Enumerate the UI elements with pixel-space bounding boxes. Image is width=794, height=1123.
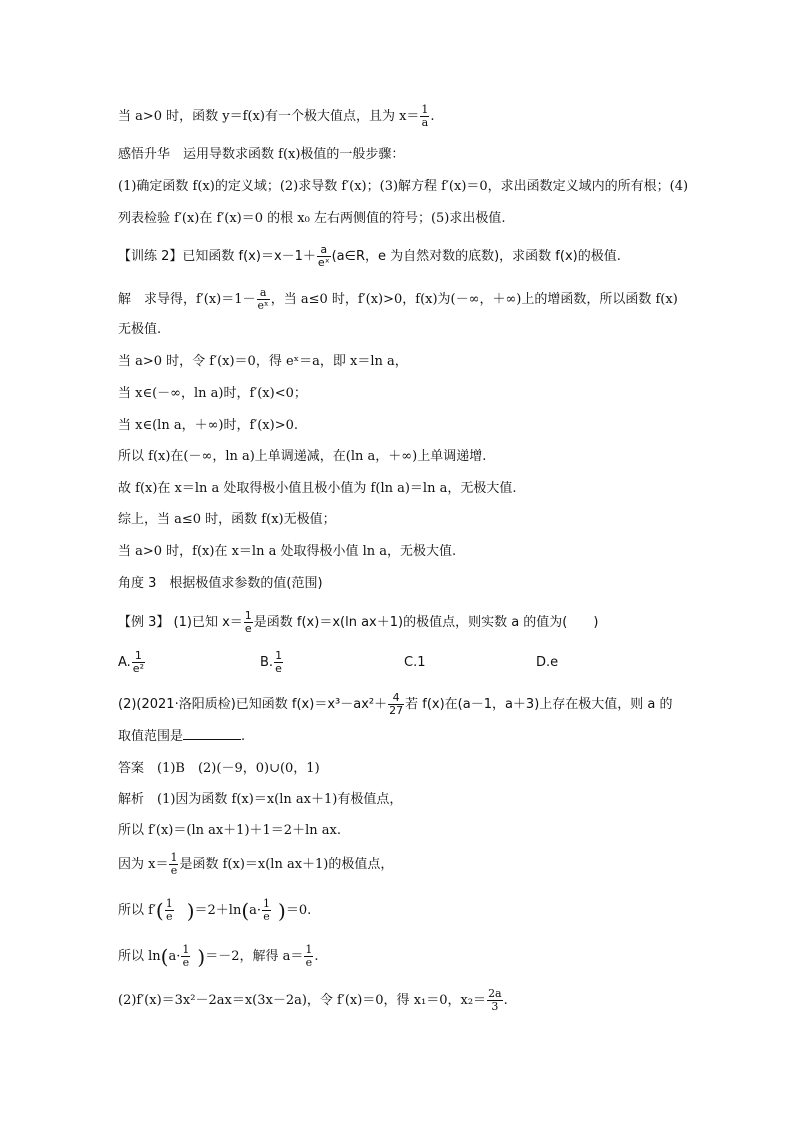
text: (2)(2021·洛阳质检)已知函数 f(x)＝x³－ax²＋ xyxy=(118,697,388,712)
text-line xyxy=(118,898,311,923)
text: . xyxy=(241,729,246,744)
paren: ( xyxy=(241,898,250,923)
numerator: 1 xyxy=(132,650,145,663)
text: a· xyxy=(168,949,181,964)
paren: ( xyxy=(160,944,169,969)
text-line: 当 a>0 时，令 f′(x)＝0，得 eˣ＝a，即 x＝ln a， xyxy=(118,354,408,369)
fraction xyxy=(257,287,270,312)
text: ＝－2，解得 a＝ xyxy=(205,949,304,964)
fraction xyxy=(165,898,174,923)
fraction xyxy=(274,650,283,675)
denominator: e xyxy=(170,864,178,877)
text: ＝2＋ln xyxy=(194,903,242,918)
option-d: D.e xyxy=(536,655,559,670)
text-line: 综上，当 a≤0 时，函数 f(x)无极值； xyxy=(118,512,336,527)
text: 是函数 f(x)＝x(ln ax＋1)的极值点， xyxy=(179,857,394,872)
text-line xyxy=(118,287,678,312)
section-heading: 角度 3 根据极值求参数的值(范围) xyxy=(118,576,323,591)
fraction xyxy=(181,944,190,969)
option-label: A. xyxy=(118,655,131,670)
answer-line: 答案 (1)B (2)(－9，0)∪(0，1) xyxy=(118,761,320,776)
text: 【训练 2】已知函数 f(x)＝x－1＋ xyxy=(118,249,316,264)
text: . xyxy=(314,949,319,964)
fraction xyxy=(132,650,145,675)
denominator: 27 xyxy=(389,704,404,717)
fraction xyxy=(420,104,429,129)
option-a xyxy=(118,650,146,675)
text: ＝0. xyxy=(285,903,312,918)
denominator: e xyxy=(165,910,173,923)
option-c: C.1 xyxy=(404,655,426,670)
text-line: 无极值. xyxy=(118,322,162,337)
denominator: a xyxy=(421,116,429,129)
text: ，当 a≤0 时，f′(x)>0，f(x)为(－∞，＋∞)上的增函数，所以函数 f(x) xyxy=(270,292,678,307)
text-line: 当 a>0 时，f(x)在 x＝ln a 处取得极小值 ln a，无极大值. xyxy=(118,544,457,559)
example-title xyxy=(118,610,598,635)
options-row xyxy=(118,650,678,674)
numerator: a xyxy=(317,244,331,257)
section-heading: 感悟升华 运用导数求函数 f(x)极值的一般步骤： xyxy=(118,147,405,162)
numerator: 1 xyxy=(275,649,283,662)
paren: ) xyxy=(186,898,195,923)
numerator: 1 xyxy=(244,609,252,622)
text: 当 a>0 时，函数 y＝f(x)有一个极大值点，且为 x＝ xyxy=(118,109,420,124)
text-line xyxy=(118,852,393,877)
numerator: 1 xyxy=(263,897,271,910)
text-line: (1)确定函数 f(x)的定义域；(2)求导数 f′(x)；(3)解方程 f′(x)＝0，求出函数定义域内的所有根；(4) xyxy=(118,179,689,194)
text-line: 列表检验 f′(x)在 f′(x)＝0 的根 x₀ 左右两侧值的符号；(5)求出极值. xyxy=(118,211,506,226)
numerator: 1 xyxy=(305,943,313,956)
text: 所以 ln xyxy=(118,949,161,964)
fraction xyxy=(304,944,313,969)
paren: ) xyxy=(278,898,286,923)
text-line: 解析 (1)因为函数 f(x)＝x(ln ax＋1)有极值点， xyxy=(118,792,403,807)
denominator: eˣ xyxy=(257,299,269,312)
numerator: 2a xyxy=(488,987,502,1000)
fraction xyxy=(169,852,178,877)
text-line: 所以 f′(x)＝(ln ax＋1)＋1＝2＋ln ax. xyxy=(118,823,341,838)
denominator: eˣ xyxy=(317,256,330,269)
fraction xyxy=(388,692,404,717)
text-line xyxy=(118,104,435,129)
option-label: B. xyxy=(260,655,274,670)
exercise-title xyxy=(118,244,621,269)
fraction xyxy=(244,610,253,635)
denominator: e xyxy=(275,662,282,675)
text-line xyxy=(118,944,318,969)
fraction xyxy=(317,244,331,269)
denominator: 3 xyxy=(491,1000,499,1013)
text: 是函数 f(x)＝x(ln ax＋1)的极值点，则实数 a 的值为( ) xyxy=(253,615,599,630)
text-line: 当 x∈(－∞，ln a)时，f′(x)<0； xyxy=(118,386,307,401)
denominator: e xyxy=(305,956,313,969)
denominator: e xyxy=(263,910,270,923)
text-line: 当 x∈(ln a，＋∞)时，f′(x)>0. xyxy=(118,418,299,433)
text: 【例 3】 (1)已知 x＝ xyxy=(118,615,243,630)
fraction xyxy=(487,988,503,1013)
text: 取值范围是 xyxy=(118,729,184,744)
text: (a∈R，e 为自然对数的底数)，求函数 f(x)的极值. xyxy=(331,249,621,264)
text: a· xyxy=(249,903,262,918)
text: 若 f(x)在(a－1，a＋3)上存在极大值，则 a 的 xyxy=(405,697,673,712)
text: 因为 x＝ xyxy=(118,857,169,872)
numerator: 1 xyxy=(182,943,190,956)
text: 所以 f′ xyxy=(118,903,156,918)
numerator: 1 xyxy=(170,851,178,864)
text: . xyxy=(503,993,508,1008)
text: . xyxy=(430,109,435,124)
paren: ( xyxy=(155,898,164,923)
fraction xyxy=(262,898,271,923)
text-line xyxy=(118,692,673,717)
text-line xyxy=(118,988,508,1013)
numerator: 1 xyxy=(165,897,173,910)
paren: ) xyxy=(197,944,206,969)
answer-blank xyxy=(183,727,241,740)
denominator: e xyxy=(182,956,190,969)
text: (2)f′(x)＝3x²－2ax＝x(3x－2a)，令 f′(x)＝0，得 x₁＝0，x₂＝ xyxy=(118,993,487,1008)
denominator: e² xyxy=(132,662,144,675)
text-line xyxy=(118,727,245,746)
option-b xyxy=(260,650,284,675)
text-line: 故 f(x)在 x＝ln a 处取得极小值且极小值为 f(ln a)＝ln a，无极大值. xyxy=(118,481,517,496)
numerator: a xyxy=(257,287,270,300)
text: 解 求导得，f′(x)＝1－ xyxy=(118,292,256,307)
numerator: 4 xyxy=(388,692,404,705)
text-line: 所以 f(x)在(－∞，ln a)上单调递减，在(ln a，＋∞)上单调递增. xyxy=(118,449,487,464)
denominator: e xyxy=(244,622,252,635)
numerator: 1 xyxy=(421,103,429,116)
